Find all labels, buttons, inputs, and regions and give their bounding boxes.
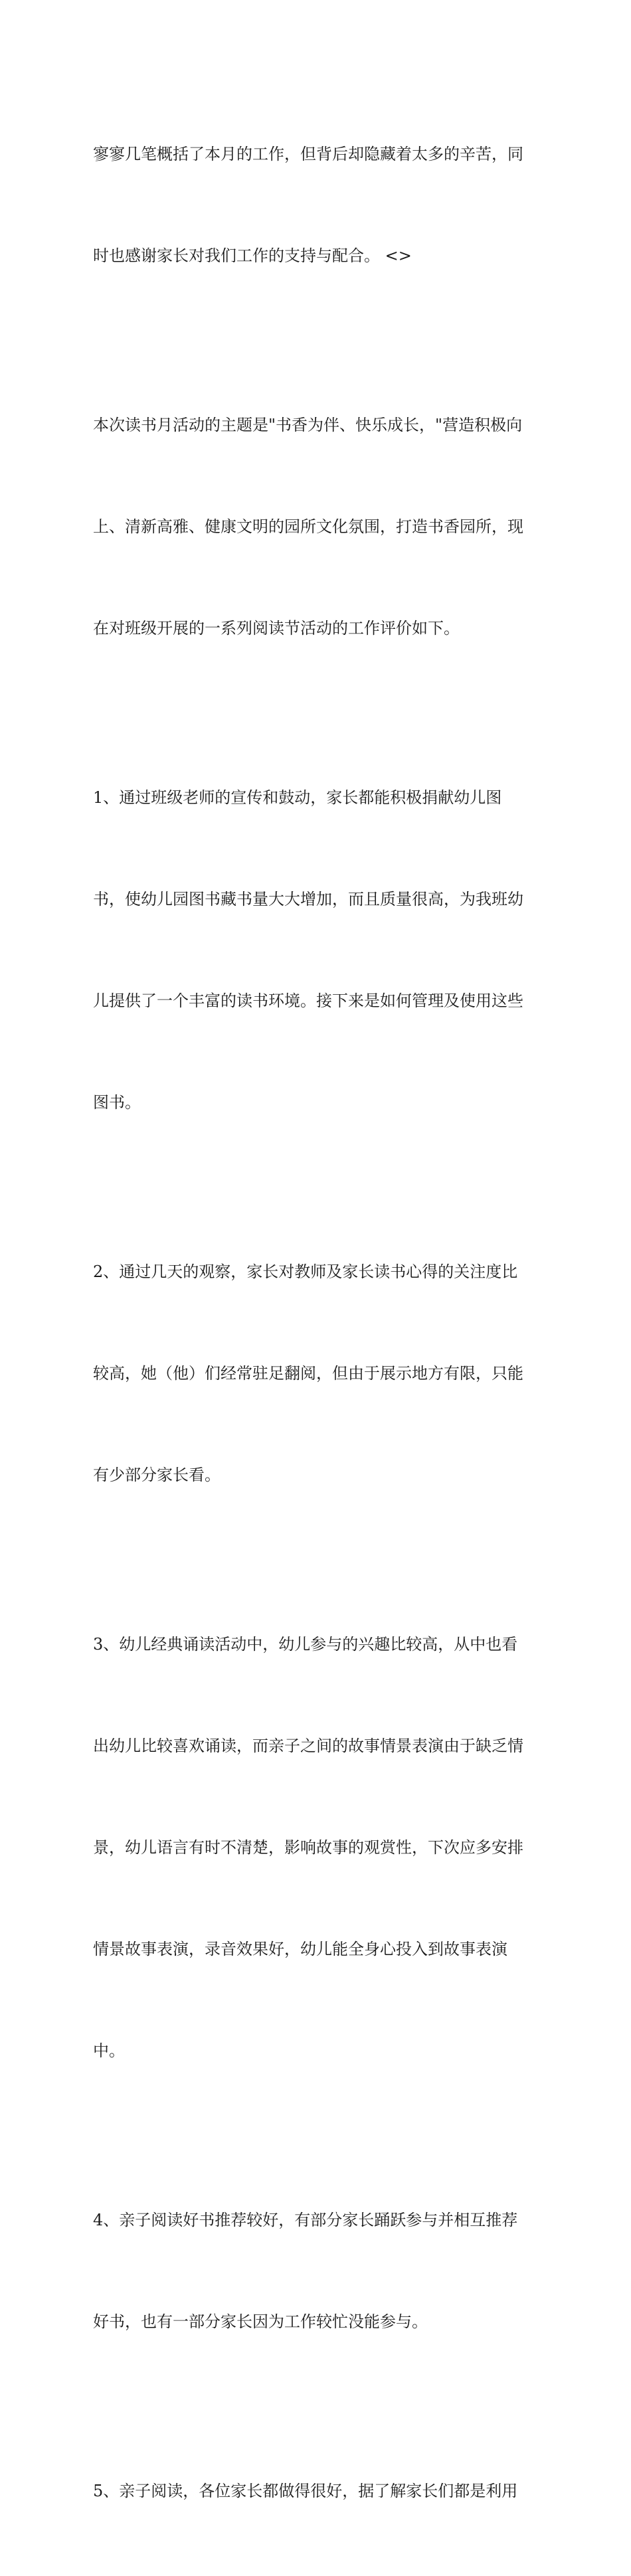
paragraph-item-3 <box>93 1560 551 2136</box>
paragraph-item-2 <box>93 1187 551 1560</box>
text-line: 图书。 <box>93 1093 141 1112</box>
text-line: 1、通过班级老师的宣传和鼓动，家长都能积极捐献幼儿图 <box>93 788 502 807</box>
text-line: 好书，也有一部分家长因为工作较忙没能参与。 <box>93 2312 428 2331</box>
text-line: 儿提供了一个丰富的读书环境。接下来是如何管理及使用这些 <box>93 991 523 1010</box>
text-line: 上、清新高雅、健康文明的园所文化氛围，打造书香园所，现 <box>93 517 523 536</box>
text-line: 4、亲子阅读好书推荐较好，有部分家长踊跃参与并相互推荐 <box>93 2211 518 2229</box>
text-line: 出幼儿比较喜欢诵读，而亲子之间的故事情景表演由于缺乏情 <box>93 1737 523 1755</box>
paragraph-item-1 <box>93 713 551 1187</box>
paragraph-item-4 <box>93 2136 551 2407</box>
text-line: 有少部分家长看。 <box>93 1466 221 1484</box>
text-line: 情景故事表演，录音效果好，幼儿能全身心投入到故事表演 <box>93 1940 507 1958</box>
text-line: 时也感谢家长对我们工作的支持与配合。 <> <box>93 246 412 265</box>
text-line: 3、幼儿经典诵读活动中，幼儿参与的兴趣比较高，从中也看 <box>93 1635 518 1654</box>
document-body <box>93 70 551 2576</box>
paragraph-summary <box>93 70 551 341</box>
text-line: 本次读书月活动的主题是"书香为伴、快乐成长，"营造积极向 <box>93 416 523 434</box>
text-line: 景，幼儿语言有时不清楚，影响故事的观赏性，下次应多安排 <box>93 1838 523 1857</box>
paragraph-item-5 <box>93 2407 551 2576</box>
text-line: 在对班级开展的一系列阅读节活动的工作评价如下。 <box>93 619 460 638</box>
paragraph-theme <box>93 341 551 713</box>
text-line: 2、通过几天的观察，家长对教师及家长读书心得的关注度比 <box>93 1262 518 1281</box>
text-line: 中。 <box>93 2041 125 2060</box>
text-line: 5、亲子阅读，各位家长都做得很好，据了解家长们都是利用 <box>93 2482 518 2500</box>
text-line: 较高，她（他）们经常驻足翻阅，但由于展示地方有限，只能 <box>93 1364 523 1383</box>
text-line: 寥寥几笔概括了本月的工作，但背后却隐藏着太多的辛苦，同 <box>93 145 523 163</box>
text-line: 书，使幼儿园图书藏书量大大增加，而且质量很高，为我班幼 <box>93 890 523 908</box>
